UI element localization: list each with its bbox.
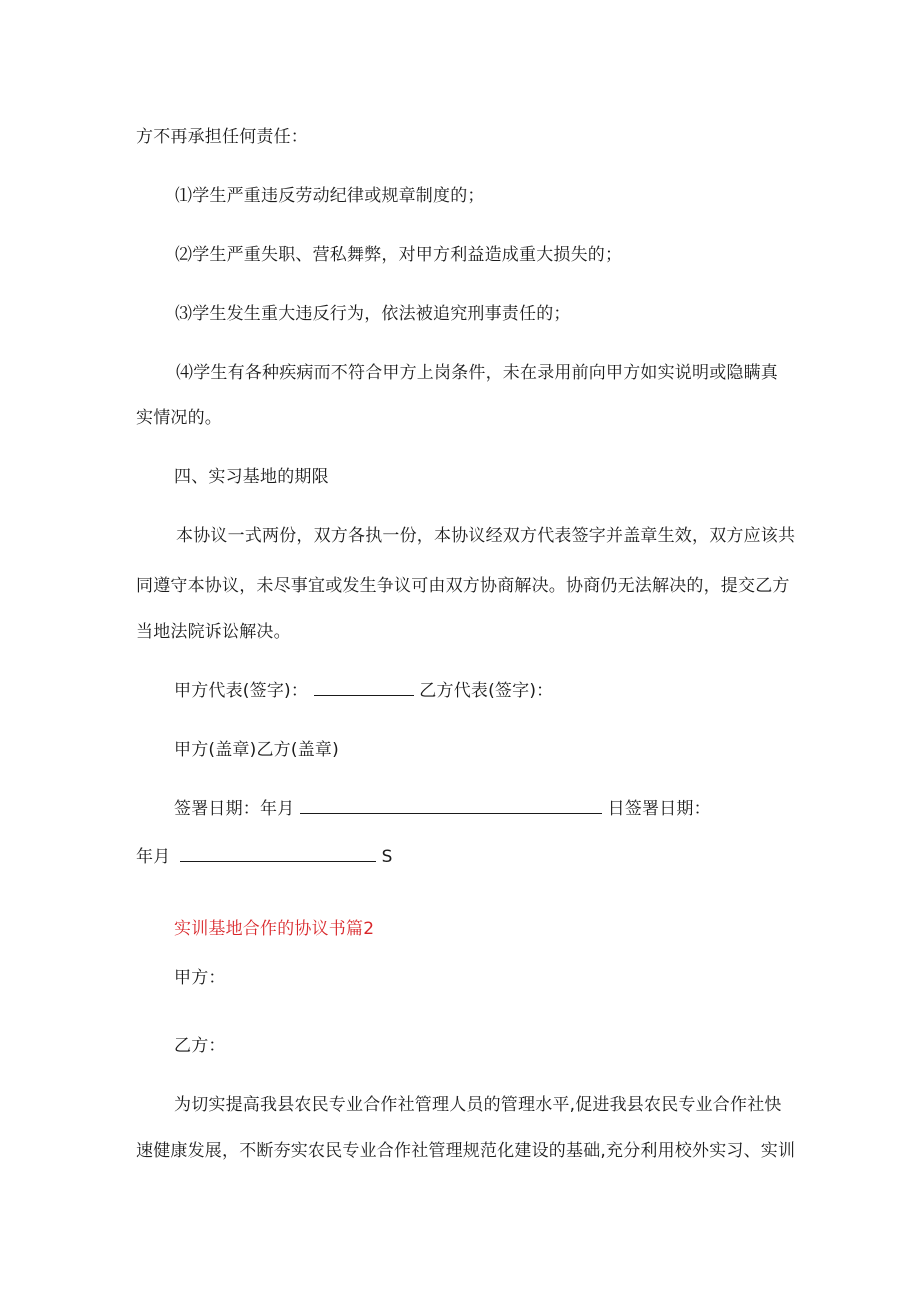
party-b-signature-label: 乙方代表(签字)： [419, 681, 554, 701]
list-item-4-line-1: ⑷学生有各种疾病而不符合甲方上岗条件，未在录用前向甲方如实说明或隐瞒真 [176, 363, 778, 383]
agreement-line-3: 当地法院诉讼解决。 [136, 622, 291, 642]
date-line-2 [136, 845, 393, 869]
party-a-signature-label: 甲方代表(签字)： [174, 681, 309, 701]
party-b-label: 乙方： [174, 1036, 226, 1056]
date-blank-a[interactable] [300, 797, 602, 814]
party-a-label: 甲方： [174, 968, 226, 988]
date-label-a: 签署日期：年月 [174, 799, 295, 819]
list-item-4-line-2: 实情况的。 [136, 408, 222, 428]
date-label-b: 日签署日期： [607, 799, 711, 819]
date-label-2: 年月 [136, 847, 171, 867]
seal-line: 甲方(盖章)乙方(盖章) [174, 740, 339, 760]
paragraph-continuation: 方不再承担任何责任： [136, 127, 308, 147]
chapter-title: 实训基地合作的协议书篇2 [174, 919, 375, 939]
section-heading: 四、实习基地的期限 [174, 467, 329, 487]
agreement-line-1: 本协议一式两份，双方各执一份，本协议经双方代表签字并盖章生效，双方应该共 [176, 526, 796, 546]
list-item-3: ⑶学生发生重大违反行为，依法被追究刑事责任的； [175, 304, 571, 324]
agreement-line-2: 同遵守本协议，未尽事宜或发生争议可由双方协商解决。协商仍无法解决的，提交乙方 [136, 576, 790, 596]
party-a-signature-blank[interactable] [314, 679, 414, 696]
date-blank-2[interactable] [180, 845, 376, 862]
signature-line [174, 679, 553, 703]
intro-line-1: 为切实提高我县农民专业合作社管理人员的管理水平,促进我县农民专业合作社快 [174, 1095, 782, 1115]
date-line-2-suffix: S [381, 847, 393, 867]
intro-line-2: 速健康发展，不断夯实农民专业合作社管理规范化建设的基础,充分利用校外实习、实训 [136, 1141, 796, 1161]
list-item-2: ⑵学生严重失职、营私舞弊，对甲方利益造成重大损失的； [175, 245, 623, 265]
date-line-1 [174, 797, 711, 821]
list-item-1: ⑴学生严重违反劳动纪律或规章制度的； [175, 186, 485, 206]
